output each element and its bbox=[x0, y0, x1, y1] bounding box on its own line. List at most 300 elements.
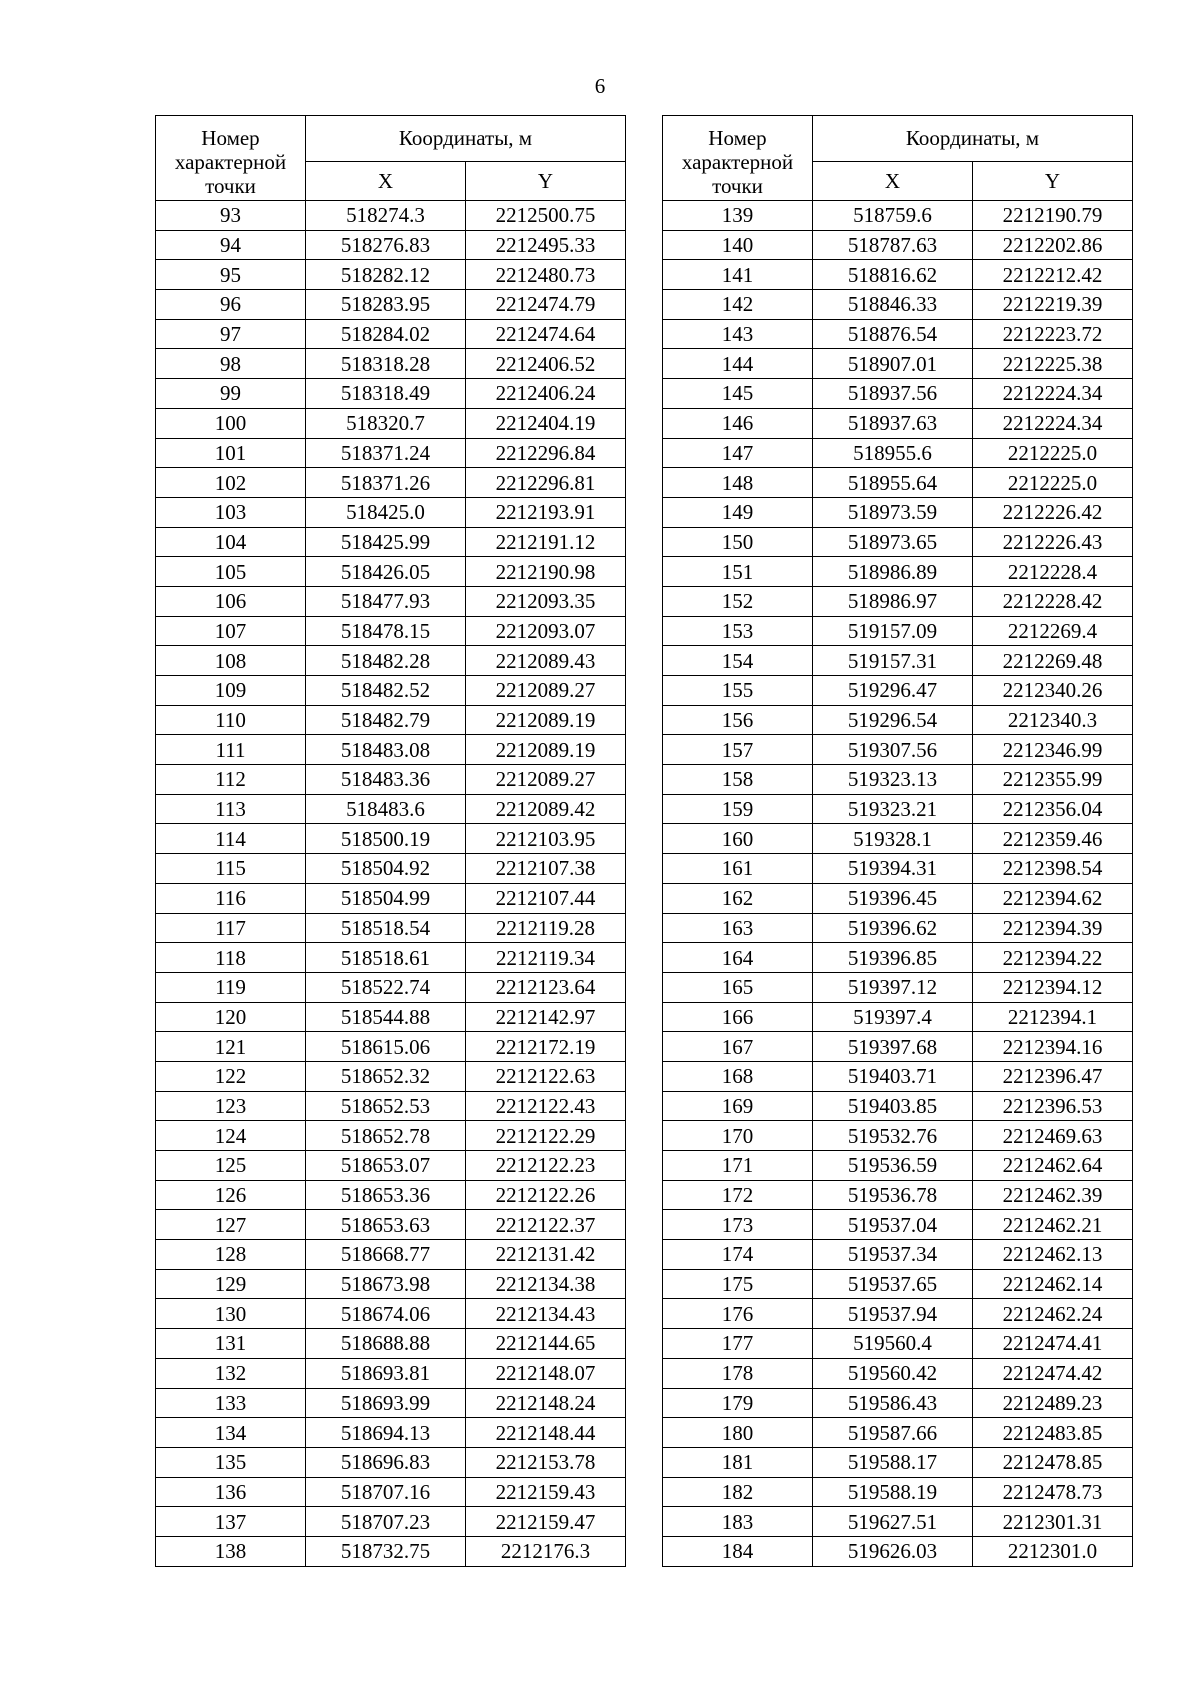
table-row bbox=[663, 646, 1133, 676]
x-cell: 519296.54 bbox=[813, 705, 973, 735]
table-row bbox=[663, 1507, 1133, 1537]
table-row bbox=[663, 1240, 1133, 1270]
x-cell: 518276.83 bbox=[306, 230, 466, 260]
table-row bbox=[156, 438, 626, 468]
table-row bbox=[663, 824, 1133, 854]
x-cell: 518652.78 bbox=[306, 1121, 466, 1151]
x-cell: 519307.56 bbox=[813, 735, 973, 765]
point-number-cell: 142 bbox=[663, 290, 813, 320]
y-cell: 2212356.04 bbox=[973, 794, 1133, 824]
y-cell: 2212355.99 bbox=[973, 765, 1133, 795]
point-number-cell: 143 bbox=[663, 319, 813, 349]
y-cell: 2212176.3 bbox=[466, 1536, 626, 1566]
y-cell: 2212148.44 bbox=[466, 1418, 626, 1448]
x-cell: 518504.99 bbox=[306, 883, 466, 913]
point-number-cell: 128 bbox=[156, 1240, 306, 1270]
x-cell: 518707.16 bbox=[306, 1477, 466, 1507]
y-cell: 2212462.39 bbox=[973, 1180, 1133, 1210]
point-number-cell: 172 bbox=[663, 1180, 813, 1210]
x-cell: 518425.99 bbox=[306, 527, 466, 557]
point-number-cell: 179 bbox=[663, 1388, 813, 1418]
y-cell: 2212462.24 bbox=[973, 1299, 1133, 1329]
table-row bbox=[156, 1032, 626, 1062]
x-cell: 518973.65 bbox=[813, 527, 973, 557]
point-number-cell: 93 bbox=[156, 201, 306, 231]
point-number-cell: 141 bbox=[663, 260, 813, 290]
y-cell: 2212159.47 bbox=[466, 1507, 626, 1537]
x-cell: 519536.59 bbox=[813, 1151, 973, 1181]
point-number-cell: 102 bbox=[156, 468, 306, 498]
y-cell: 2212089.19 bbox=[466, 705, 626, 735]
y-cell: 2212462.21 bbox=[973, 1210, 1133, 1240]
point-number-cell: 134 bbox=[156, 1418, 306, 1448]
x-cell: 518426.05 bbox=[306, 557, 466, 587]
y-cell: 2212469.63 bbox=[973, 1121, 1133, 1151]
y-cell: 2212093.07 bbox=[466, 616, 626, 646]
table-row bbox=[156, 201, 626, 231]
point-number-cell: 115 bbox=[156, 854, 306, 884]
point-number-cell: 105 bbox=[156, 557, 306, 587]
y-cell: 2212474.42 bbox=[973, 1358, 1133, 1388]
point-number-cell: 149 bbox=[663, 497, 813, 527]
point-number-cell: 118 bbox=[156, 943, 306, 973]
table-row bbox=[663, 290, 1133, 320]
x-cell: 519587.66 bbox=[813, 1418, 973, 1448]
table-row bbox=[156, 586, 626, 616]
point-number-cell: 112 bbox=[156, 765, 306, 795]
point-number-cell: 144 bbox=[663, 349, 813, 379]
x-cell: 518694.13 bbox=[306, 1418, 466, 1448]
x-cell: 519394.31 bbox=[813, 854, 973, 884]
table-row bbox=[663, 586, 1133, 616]
x-cell: 518615.06 bbox=[306, 1032, 466, 1062]
y-cell: 2212394.39 bbox=[973, 913, 1133, 943]
table-row bbox=[156, 260, 626, 290]
x-cell: 518425.0 bbox=[306, 497, 466, 527]
x-cell: 519403.85 bbox=[813, 1091, 973, 1121]
point-number-cell: 136 bbox=[156, 1477, 306, 1507]
x-cell: 518477.93 bbox=[306, 586, 466, 616]
point-number-cell: 162 bbox=[663, 883, 813, 913]
point-number-cell: 117 bbox=[156, 913, 306, 943]
table-row bbox=[156, 646, 626, 676]
y-cell: 2212153.78 bbox=[466, 1447, 626, 1477]
y-cell: 2212301.0 bbox=[973, 1536, 1133, 1566]
table-row bbox=[156, 1091, 626, 1121]
table-row bbox=[156, 1269, 626, 1299]
table-row bbox=[156, 676, 626, 706]
table-row bbox=[663, 616, 1133, 646]
table-row bbox=[663, 1002, 1133, 1032]
x-cell: 518320.7 bbox=[306, 408, 466, 438]
y-cell: 2212089.19 bbox=[466, 735, 626, 765]
y-cell: 2212394.16 bbox=[973, 1032, 1133, 1062]
x-cell: 519532.76 bbox=[813, 1121, 973, 1151]
y-cell: 2212134.43 bbox=[466, 1299, 626, 1329]
x-cell: 519296.47 bbox=[813, 676, 973, 706]
y-cell: 2212269.4 bbox=[973, 616, 1133, 646]
table-row bbox=[156, 794, 626, 824]
point-number-cell: 145 bbox=[663, 379, 813, 409]
x-cell: 519537.65 bbox=[813, 1269, 973, 1299]
y-cell: 2212148.07 bbox=[466, 1358, 626, 1388]
point-number-cell: 181 bbox=[663, 1447, 813, 1477]
table-row bbox=[663, 1121, 1133, 1151]
x-cell: 518282.12 bbox=[306, 260, 466, 290]
x-cell: 519157.31 bbox=[813, 646, 973, 676]
table-row bbox=[156, 883, 626, 913]
point-number-cell: 158 bbox=[663, 765, 813, 795]
table-row bbox=[663, 1210, 1133, 1240]
x-cell: 519403.71 bbox=[813, 1061, 973, 1091]
y-cell: 2212122.37 bbox=[466, 1210, 626, 1240]
x-cell: 518504.92 bbox=[306, 854, 466, 884]
point-number-cell: 140 bbox=[663, 230, 813, 260]
x-cell: 519323.21 bbox=[813, 794, 973, 824]
table-row bbox=[663, 1329, 1133, 1359]
point-number-cell: 108 bbox=[156, 646, 306, 676]
table-row bbox=[663, 1447, 1133, 1477]
y-cell: 2212122.26 bbox=[466, 1180, 626, 1210]
y-cell: 2212483.85 bbox=[973, 1418, 1133, 1448]
table-row bbox=[156, 1447, 626, 1477]
point-number-cell: 123 bbox=[156, 1091, 306, 1121]
table-row bbox=[156, 1240, 626, 1270]
point-number-cell: 126 bbox=[156, 1180, 306, 1210]
x-cell: 519396.85 bbox=[813, 943, 973, 973]
x-cell: 518283.95 bbox=[306, 290, 466, 320]
table-row bbox=[156, 913, 626, 943]
x-cell: 518371.24 bbox=[306, 438, 466, 468]
point-number-cell: 184 bbox=[663, 1536, 813, 1566]
y-cell: 2212462.13 bbox=[973, 1240, 1133, 1270]
table-row bbox=[663, 468, 1133, 498]
x-cell: 519626.03 bbox=[813, 1536, 973, 1566]
y-cell: 2212296.81 bbox=[466, 468, 626, 498]
point-number-cell: 169 bbox=[663, 1091, 813, 1121]
x-cell: 519396.45 bbox=[813, 883, 973, 913]
x-cell: 518653.36 bbox=[306, 1180, 466, 1210]
y-cell: 2212462.14 bbox=[973, 1269, 1133, 1299]
y-cell: 2212398.54 bbox=[973, 854, 1133, 884]
x-cell: 518707.23 bbox=[306, 1507, 466, 1537]
table-row bbox=[156, 408, 626, 438]
point-number-cell: 100 bbox=[156, 408, 306, 438]
point-number-cell: 170 bbox=[663, 1121, 813, 1151]
x-cell: 518955.6 bbox=[813, 438, 973, 468]
x-cell: 518274.3 bbox=[306, 201, 466, 231]
point-number-cell: 119 bbox=[156, 972, 306, 1002]
table-row bbox=[663, 230, 1133, 260]
table-row bbox=[663, 1299, 1133, 1329]
y-cell: 2212394.12 bbox=[973, 972, 1133, 1002]
point-number-cell: 139 bbox=[663, 201, 813, 231]
table-row bbox=[663, 972, 1133, 1002]
table-row bbox=[663, 1061, 1133, 1091]
table-row bbox=[156, 1061, 626, 1091]
table-row bbox=[663, 1032, 1133, 1062]
x-cell: 519323.13 bbox=[813, 765, 973, 795]
x-cell: 518907.01 bbox=[813, 349, 973, 379]
y-cell: 2212394.1 bbox=[973, 1002, 1133, 1032]
x-cell: 518955.64 bbox=[813, 468, 973, 498]
table-row bbox=[156, 290, 626, 320]
point-number-cell: 151 bbox=[663, 557, 813, 587]
point-number-cell: 161 bbox=[663, 854, 813, 884]
x-cell: 518478.15 bbox=[306, 616, 466, 646]
table-row bbox=[663, 349, 1133, 379]
x-cell: 518816.62 bbox=[813, 260, 973, 290]
point-number-cell: 178 bbox=[663, 1358, 813, 1388]
x-cell: 518284.02 bbox=[306, 319, 466, 349]
y-cell: 2212119.34 bbox=[466, 943, 626, 973]
table-body-right bbox=[663, 201, 1133, 1567]
x-cell: 519396.62 bbox=[813, 913, 973, 943]
x-cell: 518787.63 bbox=[813, 230, 973, 260]
table-row bbox=[663, 735, 1133, 765]
y-cell: 2212190.79 bbox=[973, 201, 1133, 231]
x-cell: 518318.49 bbox=[306, 379, 466, 409]
y-cell: 2212224.34 bbox=[973, 408, 1133, 438]
point-number-cell: 171 bbox=[663, 1151, 813, 1181]
y-cell: 2212119.28 bbox=[466, 913, 626, 943]
x-cell: 518483.08 bbox=[306, 735, 466, 765]
y-cell: 2212225.38 bbox=[973, 349, 1133, 379]
y-cell: 2212489.23 bbox=[973, 1388, 1133, 1418]
x-cell: 518500.19 bbox=[306, 824, 466, 854]
point-number-cell: 125 bbox=[156, 1151, 306, 1181]
y-cell: 2212462.64 bbox=[973, 1151, 1133, 1181]
coordinates-header: Координаты, м bbox=[813, 116, 1133, 162]
x-cell: 518973.59 bbox=[813, 497, 973, 527]
point-number-cell: 160 bbox=[663, 824, 813, 854]
table-row bbox=[663, 1269, 1133, 1299]
x-cell: 518693.81 bbox=[306, 1358, 466, 1388]
y-cell: 2212148.24 bbox=[466, 1388, 626, 1418]
table-row bbox=[663, 379, 1133, 409]
x-cell: 518518.61 bbox=[306, 943, 466, 973]
y-cell: 2212089.27 bbox=[466, 765, 626, 795]
y-cell: 2212193.91 bbox=[466, 497, 626, 527]
y-cell: 2212159.43 bbox=[466, 1477, 626, 1507]
y-cell: 2212093.35 bbox=[466, 586, 626, 616]
x-cell: 518876.54 bbox=[813, 319, 973, 349]
x-cell: 518482.52 bbox=[306, 676, 466, 706]
y-cell: 2212228.4 bbox=[973, 557, 1133, 587]
point-number-cell: 167 bbox=[663, 1032, 813, 1062]
table-row bbox=[663, 1091, 1133, 1121]
y-cell: 2212123.64 bbox=[466, 972, 626, 1002]
y-cell: 2212089.42 bbox=[466, 794, 626, 824]
page-number: 6 bbox=[594, 74, 606, 98]
y-cell: 2212480.73 bbox=[466, 260, 626, 290]
x-cell: 519537.34 bbox=[813, 1240, 973, 1270]
y-cell: 2212089.43 bbox=[466, 646, 626, 676]
point-number-cell: 183 bbox=[663, 1507, 813, 1537]
table-row bbox=[156, 1121, 626, 1151]
y-cell: 2212212.42 bbox=[973, 260, 1133, 290]
table-row bbox=[663, 319, 1133, 349]
table-row bbox=[156, 379, 626, 409]
point-number-cell: 135 bbox=[156, 1447, 306, 1477]
table-row bbox=[156, 349, 626, 379]
y-cell: 2212478.85 bbox=[973, 1447, 1133, 1477]
point-number-cell: 153 bbox=[663, 616, 813, 646]
y-cell: 2212219.39 bbox=[973, 290, 1133, 320]
x-cell: 518518.54 bbox=[306, 913, 466, 943]
table-row bbox=[663, 260, 1133, 290]
point-number-cell: 155 bbox=[663, 676, 813, 706]
point-number-cell: 154 bbox=[663, 646, 813, 676]
point-number-cell: 98 bbox=[156, 349, 306, 379]
y-cell: 2212122.23 bbox=[466, 1151, 626, 1181]
point-number-cell: 157 bbox=[663, 735, 813, 765]
table-row bbox=[156, 527, 626, 557]
table-row bbox=[156, 1151, 626, 1181]
point-number-cell: 104 bbox=[156, 527, 306, 557]
x-cell: 518482.79 bbox=[306, 705, 466, 735]
table-row bbox=[156, 319, 626, 349]
x-cell: 519397.12 bbox=[813, 972, 973, 1002]
point-number-cell: 94 bbox=[156, 230, 306, 260]
coordinates-header: Координаты, м bbox=[306, 116, 626, 162]
table-row bbox=[663, 794, 1133, 824]
point-number-cell: 129 bbox=[156, 1269, 306, 1299]
x-cell: 519328.1 bbox=[813, 824, 973, 854]
x-cell: 519588.17 bbox=[813, 1447, 973, 1477]
point-number-cell: 165 bbox=[663, 972, 813, 1002]
x-cell: 518483.36 bbox=[306, 765, 466, 795]
point-number-cell: 120 bbox=[156, 1002, 306, 1032]
table-row bbox=[663, 408, 1133, 438]
point-number-cell: 177 bbox=[663, 1329, 813, 1359]
table-row bbox=[663, 497, 1133, 527]
point-number-cell: 159 bbox=[663, 794, 813, 824]
y-cell: 2212107.44 bbox=[466, 883, 626, 913]
table-row bbox=[156, 1329, 626, 1359]
x-cell: 519157.09 bbox=[813, 616, 973, 646]
coordinates-table-right bbox=[662, 115, 1133, 1567]
point-number-cell: 147 bbox=[663, 438, 813, 468]
table-row bbox=[663, 527, 1133, 557]
x-cell: 519588.19 bbox=[813, 1477, 973, 1507]
point-number-cell: 130 bbox=[156, 1299, 306, 1329]
x-cell: 518986.97 bbox=[813, 586, 973, 616]
y-cell: 2212404.19 bbox=[466, 408, 626, 438]
y-header: Y bbox=[466, 162, 626, 201]
point-number-cell: 174 bbox=[663, 1240, 813, 1270]
point-number-cell: 180 bbox=[663, 1418, 813, 1448]
x-cell: 518937.63 bbox=[813, 408, 973, 438]
table-body-left bbox=[156, 201, 626, 1567]
point-number-cell: 99 bbox=[156, 379, 306, 409]
table-row bbox=[156, 616, 626, 646]
point-number-cell: 164 bbox=[663, 943, 813, 973]
y-cell: 2212226.43 bbox=[973, 527, 1133, 557]
y-cell: 2212107.38 bbox=[466, 854, 626, 884]
x-cell: 518318.28 bbox=[306, 349, 466, 379]
point-number-cell: 127 bbox=[156, 1210, 306, 1240]
point-number-cell: 150 bbox=[663, 527, 813, 557]
point-number-cell: 152 bbox=[663, 586, 813, 616]
table-row bbox=[156, 1536, 626, 1566]
table-row bbox=[663, 557, 1133, 587]
point-number-cell: 109 bbox=[156, 676, 306, 706]
point-number-cell: 173 bbox=[663, 1210, 813, 1240]
table-row bbox=[663, 1536, 1133, 1566]
point-number-cell: 113 bbox=[156, 794, 306, 824]
table-row bbox=[156, 765, 626, 795]
point-number-cell: 96 bbox=[156, 290, 306, 320]
point-number-cell: 176 bbox=[663, 1299, 813, 1329]
table-row bbox=[156, 972, 626, 1002]
x-cell: 518673.98 bbox=[306, 1269, 466, 1299]
table-row bbox=[156, 468, 626, 498]
point-number-cell: 138 bbox=[156, 1536, 306, 1566]
y-cell: 2212406.24 bbox=[466, 379, 626, 409]
point-number-cell: 146 bbox=[663, 408, 813, 438]
y-cell: 2212225.0 bbox=[973, 468, 1133, 498]
point-number-header: Номер характерной точки bbox=[663, 116, 813, 201]
table-row bbox=[156, 735, 626, 765]
x-cell: 518688.88 bbox=[306, 1329, 466, 1359]
point-number-cell: 121 bbox=[156, 1032, 306, 1062]
x-cell: 519397.68 bbox=[813, 1032, 973, 1062]
x-header: X bbox=[306, 162, 466, 201]
point-number-cell: 148 bbox=[663, 468, 813, 498]
point-number-cell: 131 bbox=[156, 1329, 306, 1359]
point-number-cell: 182 bbox=[663, 1477, 813, 1507]
table-row bbox=[156, 1002, 626, 1032]
x-cell: 519536.78 bbox=[813, 1180, 973, 1210]
x-cell: 519560.4 bbox=[813, 1329, 973, 1359]
y-cell: 2212225.0 bbox=[973, 438, 1133, 468]
point-number-cell: 97 bbox=[156, 319, 306, 349]
point-number-cell: 116 bbox=[156, 883, 306, 913]
x-cell: 518732.75 bbox=[306, 1536, 466, 1566]
y-cell: 2212340.3 bbox=[973, 705, 1133, 735]
x-cell: 519586.43 bbox=[813, 1388, 973, 1418]
point-number-cell: 111 bbox=[156, 735, 306, 765]
point-number-cell: 95 bbox=[156, 260, 306, 290]
y-cell: 2212224.34 bbox=[973, 379, 1133, 409]
y-cell: 2212269.48 bbox=[973, 646, 1133, 676]
y-cell: 2212190.98 bbox=[466, 557, 626, 587]
table-row bbox=[156, 1210, 626, 1240]
y-cell: 2212226.42 bbox=[973, 497, 1133, 527]
point-number-cell: 103 bbox=[156, 497, 306, 527]
y-cell: 2212478.73 bbox=[973, 1477, 1133, 1507]
y-cell: 2212396.53 bbox=[973, 1091, 1133, 1121]
table-row bbox=[156, 1477, 626, 1507]
y-cell: 2212172.19 bbox=[466, 1032, 626, 1062]
table-row bbox=[156, 943, 626, 973]
table-row bbox=[663, 1477, 1133, 1507]
point-number-cell: 163 bbox=[663, 913, 813, 943]
x-cell: 518652.32 bbox=[306, 1061, 466, 1091]
table-row bbox=[156, 705, 626, 735]
table-row bbox=[663, 1180, 1133, 1210]
y-cell: 2212406.52 bbox=[466, 349, 626, 379]
y-cell: 2212340.26 bbox=[973, 676, 1133, 706]
x-cell: 519537.04 bbox=[813, 1210, 973, 1240]
x-cell: 518482.28 bbox=[306, 646, 466, 676]
table-row bbox=[156, 497, 626, 527]
table-row bbox=[663, 705, 1133, 735]
x-cell: 518371.26 bbox=[306, 468, 466, 498]
y-cell: 2212134.38 bbox=[466, 1269, 626, 1299]
y-cell: 2212122.29 bbox=[466, 1121, 626, 1151]
